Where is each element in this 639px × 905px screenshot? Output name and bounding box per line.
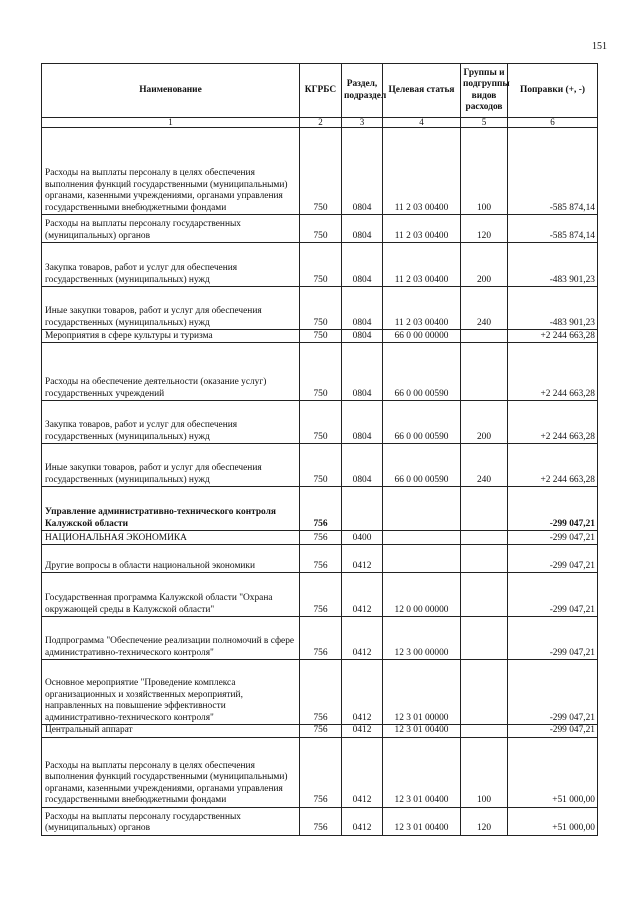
row-kgrbs: 756 xyxy=(300,531,342,545)
row-target: 11 2 03 00400 xyxy=(383,243,461,287)
row-name: Другие вопросы в области национальной экономики xyxy=(42,545,300,573)
row-target: 66 0 00 00000 xyxy=(383,330,461,343)
row-name: Иные закупки товаров, работ и услуг для обеспечения государственных (муниципальных) нужд xyxy=(42,287,300,330)
row-vr xyxy=(461,725,508,738)
row-vr xyxy=(461,545,508,573)
row-name: Расходы на выплаты персоналу государственных (муниципальных) органов xyxy=(42,215,300,243)
table-row xyxy=(42,343,598,401)
row-amount: -483 901,23 xyxy=(508,287,598,330)
row-kgrbs: 756 xyxy=(300,487,342,531)
table-row xyxy=(42,287,598,330)
row-vr: 120 xyxy=(461,215,508,243)
col-header-amount: Поправки (+, -) xyxy=(508,64,598,118)
row-kgrbs: 756 xyxy=(300,725,342,738)
row-kgrbs: 756 xyxy=(300,545,342,573)
row-target: 11 2 03 00400 xyxy=(383,128,461,215)
table-row xyxy=(42,215,598,243)
row-kgrbs: 750 xyxy=(300,287,342,330)
row-amount: -299 047,21 xyxy=(508,725,598,738)
row-target: 12 3 01 00400 xyxy=(383,737,461,807)
row-amount: +51 000,00 xyxy=(508,807,598,835)
row-vr xyxy=(461,487,508,531)
page-number: 151 xyxy=(592,41,607,52)
row-name: Государственная программа Калужской области "Охрана окружающей среды в Калужской области" xyxy=(42,573,300,617)
row-name: Центральный аппарат xyxy=(42,725,300,738)
row-amount: -299 047,21 xyxy=(508,531,598,545)
row-name: Расходы на выплаты персоналу государственных (муниципальных) органов xyxy=(42,807,300,835)
row-amount: -299 047,21 xyxy=(508,545,598,573)
row-vr xyxy=(461,573,508,617)
col-header-target: Целевая статья xyxy=(383,64,461,118)
row-amount: -299 047,21 xyxy=(508,617,598,660)
row-amount: +2 244 663,28 xyxy=(508,444,598,487)
row-kgrbs: 750 xyxy=(300,243,342,287)
table-row xyxy=(42,725,598,738)
row-name: Закупка товаров, работ и услуг для обеспечения государственных (муниципальных) нужд xyxy=(42,243,300,287)
index-row xyxy=(42,118,598,128)
row-razdel: 0400 xyxy=(342,531,383,545)
col-index: 4 xyxy=(383,118,461,128)
table-row xyxy=(42,807,598,835)
col-header-vr: Группы и подгруппы видов расходов xyxy=(461,64,508,118)
row-amount: +51 000,00 xyxy=(508,737,598,807)
col-index: 5 xyxy=(461,118,508,128)
row-razdel: 0804 xyxy=(342,243,383,287)
col-index: 6 xyxy=(508,118,598,128)
row-target xyxy=(383,531,461,545)
row-vr: 240 xyxy=(461,444,508,487)
row-razdel: 0412 xyxy=(342,807,383,835)
row-razdel: 0412 xyxy=(342,545,383,573)
table-row xyxy=(42,531,598,545)
table-row xyxy=(42,444,598,487)
row-target: 12 3 01 00000 xyxy=(383,660,461,725)
table-row xyxy=(42,545,598,573)
row-razdel: 0412 xyxy=(342,737,383,807)
row-name: Подпрограмма "Обеспечение реализации полномочий в сфере административно-технического контроля" xyxy=(42,617,300,660)
row-target: 66 0 00 00590 xyxy=(383,444,461,487)
table-row xyxy=(42,128,598,215)
row-name: Управление административно-технического контроля Калужской области xyxy=(42,487,300,531)
row-target: 12 0 00 00000 xyxy=(383,573,461,617)
row-vr xyxy=(461,343,508,401)
row-name: Основное мероприятие "Проведение комплекса организационных и хозяйственных мероприятий, направленных на повышение эффективности административно-технического контроля" xyxy=(42,660,300,725)
row-razdel: 0412 xyxy=(342,725,383,738)
row-amount: -299 047,21 xyxy=(508,573,598,617)
row-name: Иные закупки товаров, работ и услуг для обеспечения государственных (муниципальных) нужд xyxy=(42,444,300,487)
row-amount: -585 874,14 xyxy=(508,215,598,243)
row-vr: 120 xyxy=(461,807,508,835)
row-name: Закупка товаров, работ и услуг для обеспечения государственных (муниципальных) нужд xyxy=(42,401,300,444)
row-amount: -299 047,21 xyxy=(508,487,598,531)
row-vr xyxy=(461,617,508,660)
row-target: 12 3 01 00400 xyxy=(383,725,461,738)
col-header-name: Наименование xyxy=(42,64,300,118)
table-row xyxy=(42,573,598,617)
row-vr: 200 xyxy=(461,243,508,287)
row-name: НАЦИОНАЛЬНАЯ ЭКОНОМИКА xyxy=(42,531,300,545)
row-vr: 100 xyxy=(461,737,508,807)
row-razdel: 0412 xyxy=(342,617,383,660)
row-vr xyxy=(461,330,508,343)
row-target xyxy=(383,545,461,573)
row-amount: +2 244 663,28 xyxy=(508,401,598,444)
row-vr: 100 xyxy=(461,128,508,215)
row-amount: -483 901,23 xyxy=(508,243,598,287)
row-kgrbs: 750 xyxy=(300,401,342,444)
row-razdel: 0412 xyxy=(342,660,383,725)
row-kgrbs: 756 xyxy=(300,737,342,807)
row-razdel xyxy=(342,487,383,531)
row-kgrbs: 750 xyxy=(300,444,342,487)
row-kgrbs: 750 xyxy=(300,343,342,401)
table-row xyxy=(42,660,598,725)
row-name: Расходы на выплаты персоналу в целях обеспечения выполнения функций государственными (муниципальными) органами, казенными учреждениями, органами управления государственными внебюджетными фондами xyxy=(42,128,300,215)
col-index: 1 xyxy=(42,118,300,128)
row-amount: +2 244 663,28 xyxy=(508,330,598,343)
table-row xyxy=(42,737,598,807)
row-razdel: 0804 xyxy=(342,401,383,444)
row-kgrbs: 750 xyxy=(300,330,342,343)
row-vr xyxy=(461,660,508,725)
row-name: Расходы на выплаты персоналу в целях обеспечения выполнения функций государственными (муниципальными) органами, казенными учреждениями, органами управления государственными внебюджетными фондами xyxy=(42,737,300,807)
table-row xyxy=(42,330,598,343)
row-name: Мероприятия в сфере культуры и туризма xyxy=(42,330,300,343)
row-target: 12 3 01 00400 xyxy=(383,807,461,835)
header-row xyxy=(42,64,598,118)
table-row xyxy=(42,401,598,444)
row-target: 66 0 00 00590 xyxy=(383,401,461,444)
row-vr: 240 xyxy=(461,287,508,330)
row-target: 11 2 03 00400 xyxy=(383,215,461,243)
row-kgrbs: 750 xyxy=(300,128,342,215)
row-kgrbs: 750 xyxy=(300,215,342,243)
row-razdel: 0412 xyxy=(342,573,383,617)
row-razdel: 0804 xyxy=(342,330,383,343)
row-razdel: 0804 xyxy=(342,128,383,215)
row-razdel: 0804 xyxy=(342,343,383,401)
budget-table xyxy=(41,63,598,836)
col-header-kgrbs: КГРБС xyxy=(300,64,342,118)
col-index: 3 xyxy=(342,118,383,128)
col-header-razdel: Раздел, подраздел xyxy=(342,64,383,118)
row-amount: -585 874,14 xyxy=(508,128,598,215)
row-target xyxy=(383,487,461,531)
row-kgrbs: 756 xyxy=(300,617,342,660)
col-index: 2 xyxy=(300,118,342,128)
row-target: 12 3 00 00000 xyxy=(383,617,461,660)
row-target: 66 0 00 00590 xyxy=(383,343,461,401)
row-amount: +2 244 663,28 xyxy=(508,343,598,401)
row-kgrbs: 756 xyxy=(300,807,342,835)
row-name: Расходы на обеспечение деятельности (оказание услуг) государственных учреждений xyxy=(42,343,300,401)
row-vr: 200 xyxy=(461,401,508,444)
row-razdel: 0804 xyxy=(342,287,383,330)
row-amount: -299 047,21 xyxy=(508,660,598,725)
row-razdel: 0804 xyxy=(342,215,383,243)
row-target: 11 2 03 00400 xyxy=(383,287,461,330)
row-kgrbs: 756 xyxy=(300,660,342,725)
row-kgrbs: 756 xyxy=(300,573,342,617)
table-row xyxy=(42,243,598,287)
row-vr xyxy=(461,531,508,545)
table-row xyxy=(42,487,598,531)
table-row xyxy=(42,617,598,660)
row-razdel: 0804 xyxy=(342,444,383,487)
